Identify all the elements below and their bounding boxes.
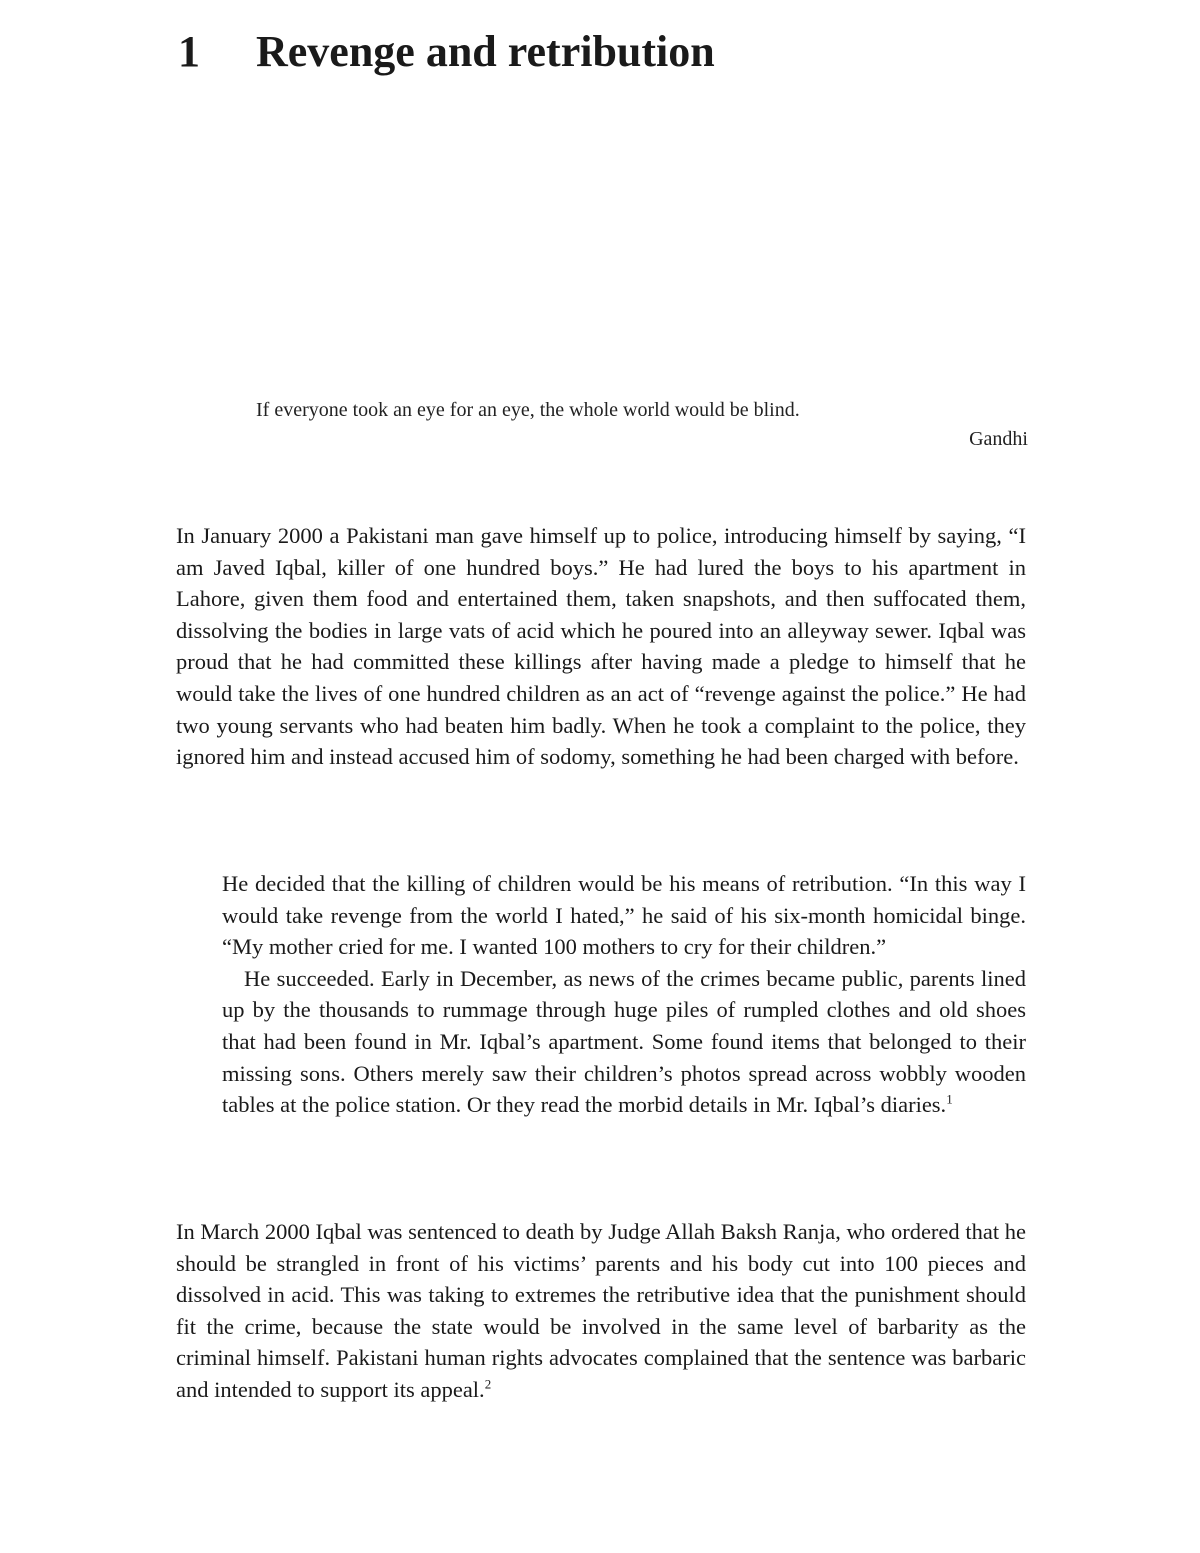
body-paragraph-2 (176, 1216, 1026, 1406)
footnote-marker-2: 2 (484, 1376, 492, 1392)
chapter-heading (178, 22, 715, 82)
block-quote-paragraph-2-text: He succeeded. Early in December, as news of the crimes became public, parents lined up by the thousands to rummage through huge piles of rumpled clothes and old shoes that had been found in Mr. Iqbal’s apartment. Some found items that belonged to their missing sons. Others merely saw their children’s photos spread across wobbly wooden tables at the police station. Or they read the morbid details in Mr. Iqbal’s diaries. (222, 965, 1026, 1118)
block-quote-paragraph-2 (222, 963, 1026, 1121)
epigraph (256, 396, 1028, 454)
footnote-marker-1: 1 (946, 1091, 953, 1107)
body-paragraph-1: In January 2000 a Pakistani man gave himself up to police, introducing himself by saying, “I am Javed Iqbal, killer of one hundred boys.” He had lured the boys to his apartment in Lahore, given them food and entertained them, taken snapshots, and then suffocated them, dissolving the bodies in large vats of acid which he poured into an alleyway sewer. Iqbal was proud that he had committed these killings after having made a pledge to himself that he would take the lives of one hundred children as an act of “revenge against the police.” He had two young servants who had beaten him badly. When he took a complaint to the police, they ignored him and instead accused him of sodomy, something he had been charged with before. (176, 523, 1026, 770)
block-quote (222, 868, 1026, 1121)
epigraph-author: Gandhi (969, 428, 1028, 450)
chapter-number: 1 (178, 27, 200, 76)
body-paragraph-2-text: In March 2000 Iqbal was sentenced to death by Judge Allah Baksh Ranja, who ordered that he should be strangled in front of his victims’ parents and his body cut into 100 pieces and dissolved in acid. This was taking to extremes the retributive idea that the punishment should fit the crime, because the state would be involved in the same level of barbarity as the criminal himself. Pakistani human rights advocates complained that the sentence was barbaric and intended to support its appeal. (176, 1219, 1026, 1402)
block-quote-paragraph-1: He decided that the killing of children would be his means of retribution. “In this way I would take revenge from the world I hated,” he said of his six-month homicidal binge. “My mother cried for me. I wanted 100 mothers to cry for their children.” (222, 871, 1026, 960)
chapter-title: Revenge and retribution (256, 27, 715, 76)
epigraph-text: If everyone took an eye for an eye, the whole world would be blind. (256, 399, 800, 421)
